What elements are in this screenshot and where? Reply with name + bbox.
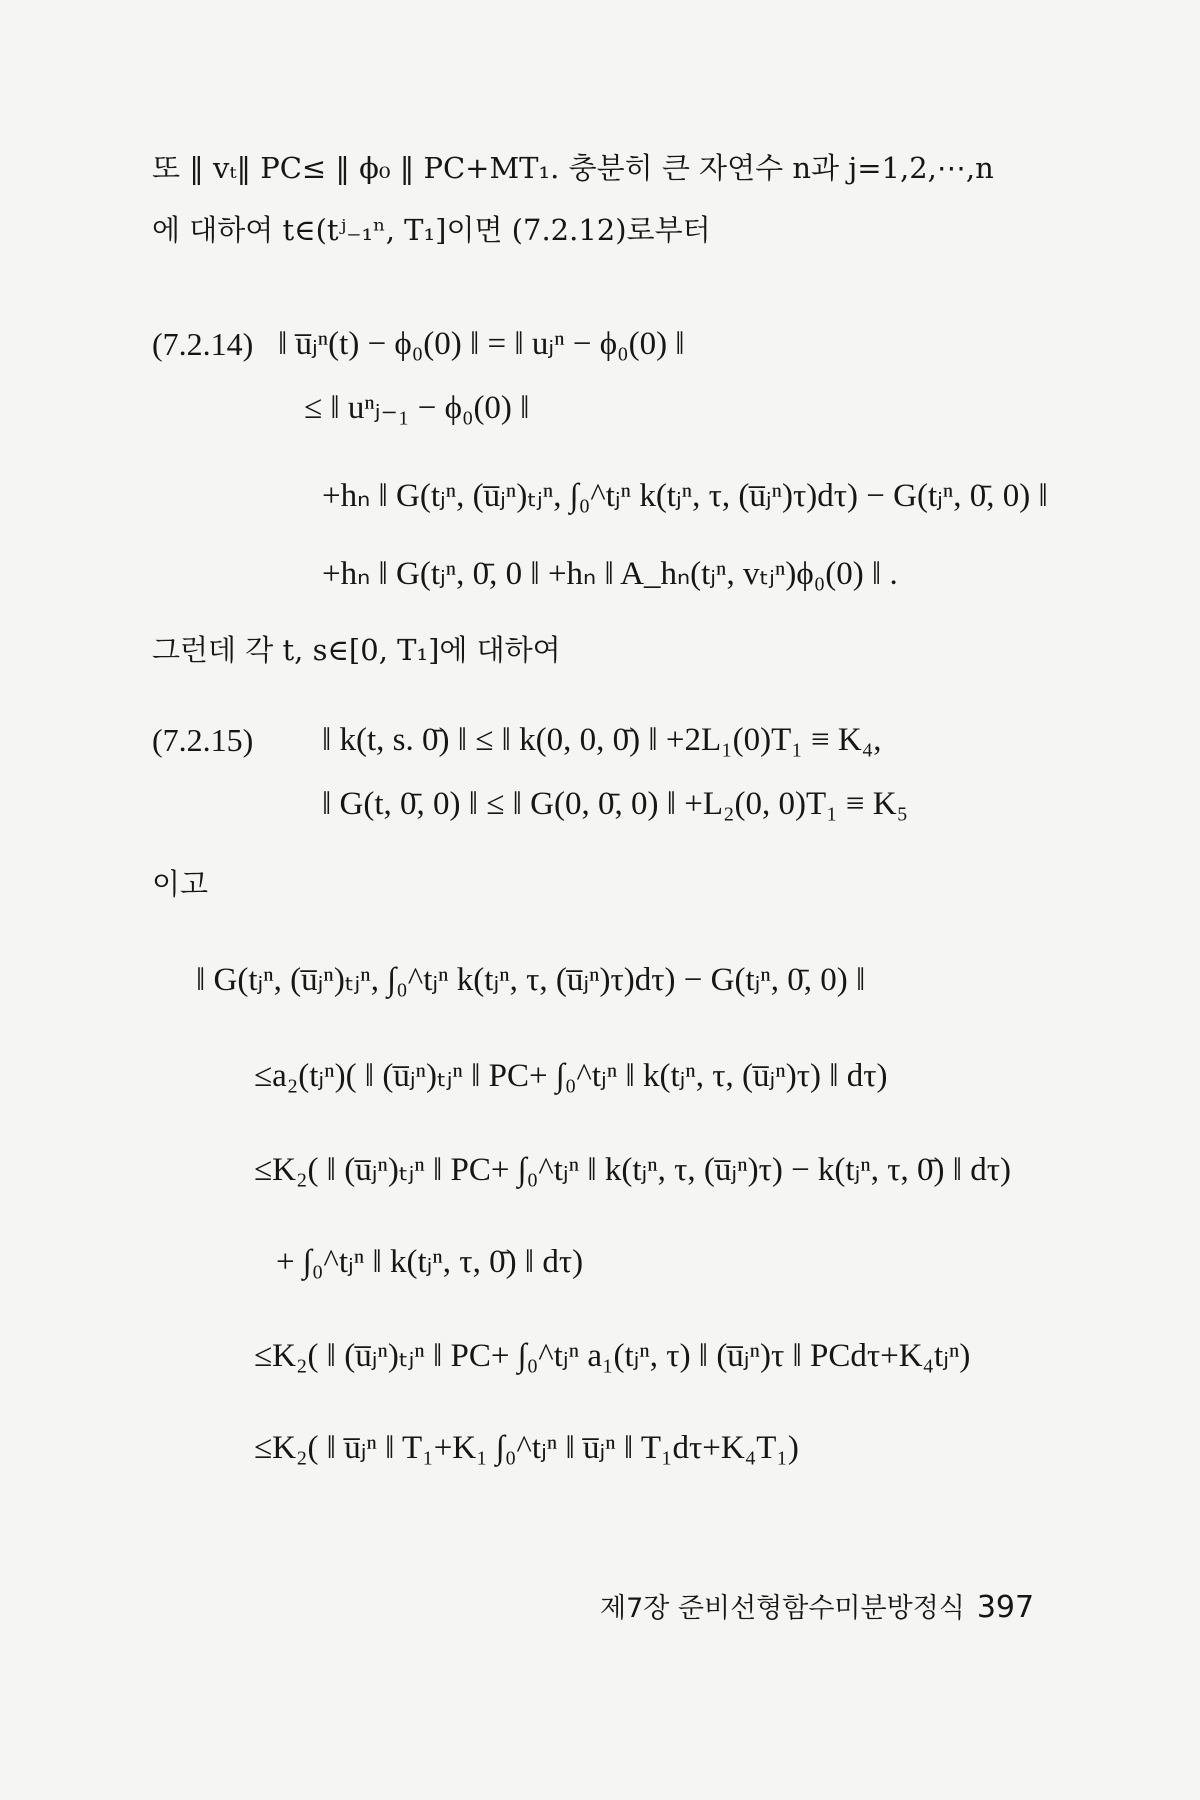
equation-7-2-15-line-2: ‖ G(t, 0̄, 0) ‖ ≤ ‖ G(0, 0̄, 0) ‖ +L₂(0, 0)T₁ ≡ K₅ — [322, 786, 909, 822]
inequality-line-6: ≤K₂( ‖ u̅ⱼⁿ ‖ T₁+K₁ ∫₀^tⱼⁿ ‖ u̅ⱼⁿ ‖ T₁dτ+K₄T₁) — [254, 1430, 799, 1466]
text-line-3: 그런데 각 t, s∈[0, T₁]에 대하여 — [152, 633, 561, 667]
equation-number-7-2-15: (7.2.15) — [152, 722, 254, 758]
inequality-line-1: ‖ G(tⱼⁿ, (u̅ⱼⁿ)ₜⱼⁿ, ∫₀^tⱼⁿ k(tⱼⁿ, τ, (u̅ⱼⁿ)τ)dτ) − G(tⱼⁿ, 0̄, 0) ‖ — [196, 962, 866, 998]
text-line-1: 또 ‖ vₜ‖ PC≤ ‖ ϕ₀ ‖ PC+MT₁. 충분히 큰 자연수 n과 j=1,2,⋯,n — [152, 151, 994, 185]
equation-7-2-15-line-1: ‖ k(t, s. 0̄) ‖ ≤ ‖ k(0, 0, 0̄) ‖ +2L₁(0)T₁ ≡ K₄, — [322, 722, 882, 758]
equation-7-2-14-line-4: +hₙ ‖ G(tⱼⁿ, 0̄, 0 ‖ +hₙ ‖ A_hₙ(tⱼⁿ, vₜⱼⁿ)ϕ₀(0) ‖ . — [322, 556, 898, 592]
page-footer — [600, 1586, 1034, 1625]
equation-7-2-14-line-1: ‖ u̅ⱼⁿ(t) − ϕ₀(0) ‖ = ‖ uⱼⁿ − ϕ₀(0) ‖ — [278, 326, 685, 362]
equation-7-2-14-line-3: +hₙ ‖ G(tⱼⁿ, (u̅ⱼⁿ)ₜⱼⁿ, ∫₀^tⱼⁿ k(tⱼⁿ, τ, (u̅ⱼⁿ)τ)dτ) − G(tⱼⁿ, 0̄, 0) ‖ — [322, 478, 1048, 514]
text-line-2: 에 대하여 t∈(tʲ₋₁ⁿ, T₁]이면 (7.2.12)로부터 — [152, 213, 711, 247]
inequality-line-4: + ∫₀^tⱼⁿ ‖ k(tⱼⁿ, τ, 0̄) ‖ dτ) — [276, 1244, 584, 1280]
text-line-4: 이고 — [152, 867, 209, 901]
inequality-line-5: ≤K₂( ‖ (u̅ⱼⁿ)ₜⱼⁿ ‖ PC+ ∫₀^tⱼⁿ a₁(tⱼⁿ, τ) ‖ (u̅ⱼⁿ)τ ‖ PCdτ+K₄tⱼⁿ) — [254, 1338, 971, 1374]
inequality-line-2: ≤a₂(tⱼⁿ)( ‖ (u̅ⱼⁿ)ₜⱼⁿ ‖ PC+ ∫₀^tⱼⁿ ‖ k(tⱼⁿ, τ, (u̅ⱼⁿ)τ) ‖ dτ) — [254, 1058, 888, 1094]
inequality-line-3: ≤K₂( ‖ (u̅ⱼⁿ)ₜⱼⁿ ‖ PC+ ∫₀^tⱼⁿ ‖ k(tⱼⁿ, τ, (u̅ⱼⁿ)τ) − k(tⱼⁿ, τ, 0̄) ‖ dτ) — [254, 1152, 1012, 1188]
page-number: 397 — [976, 1590, 1035, 1625]
chapter-title: 제7장 준비선형함수미분방정식 — [600, 1593, 965, 1624]
equation-number-7-2-14: (7.2.14) — [152, 326, 254, 362]
equation-7-2-14-line-2: ≤ ‖ uⁿⱼ₋₁ − ϕ₀(0) ‖ — [304, 390, 530, 426]
